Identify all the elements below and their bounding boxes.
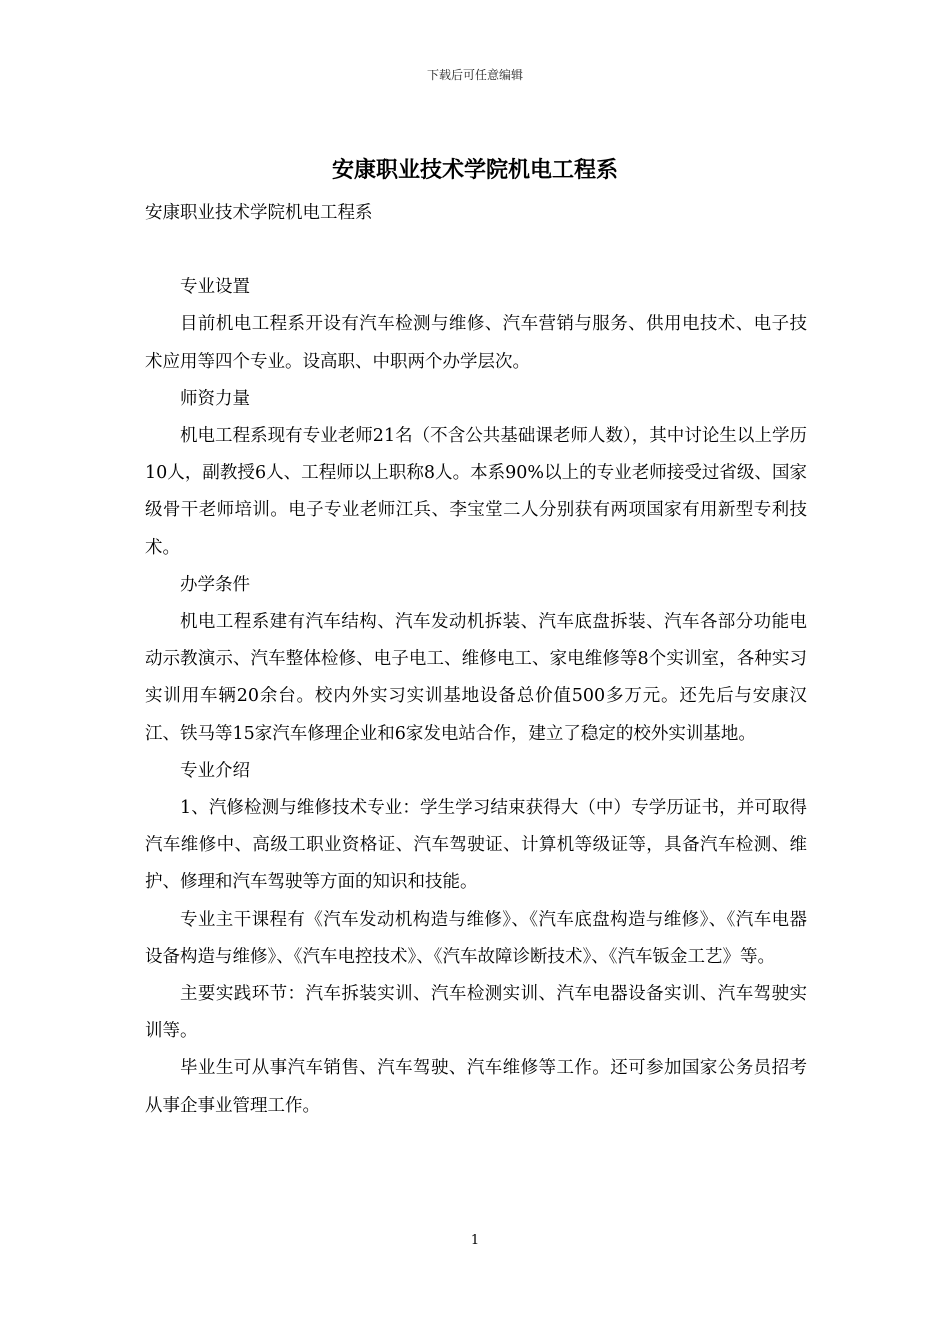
page-number: 1 — [470, 1233, 480, 1248]
section-heading-faculty: 师资力量 — [180, 388, 250, 409]
section-heading-intro: 专业介绍 — [180, 760, 250, 781]
paragraph-faculty: 机电工程系现有专业老师21名（不含公共基础课老师人数），其中讨论生以上学历10人，副教授6人、工程师以上职称8人。本系90%以上的专业老师接受过省级、国家级骨干老师培训。电子专业老师江兵、李宝堂二人分别获有两项国家有用新型专利技术。 — [145, 426, 807, 558]
paragraph-careers: 毕业生可从事汽车销售、汽车驾驶、汽车维修等工作。还可参加国家公务员招考从事企事业管理工作。 — [145, 1058, 807, 1116]
section-heading-majors: 专业设置 — [180, 277, 250, 298]
document-subtitle: 安康职业技术学院机电工程系 — [145, 203, 373, 223]
document-title: 安康职业技术学院机电工程系 — [331, 157, 618, 183]
document-body — [145, 195, 807, 1125]
paragraph-auto-major: 1、汽修检测与维修技术专业：学生学习结束获得大（中）专学历证书，并可取得汽车维修中、高级工职业资格证、汽车驾驶证、计算机等级证等，具备汽车检测、维护、修理和汽车驾驶等方面的知识和技能。 — [145, 798, 807, 893]
page-header-note: 下载后可任意编辑 — [426, 68, 523, 82]
section-heading-facilities: 办学条件 — [180, 574, 250, 595]
paragraph-majors: 目前机电工程系开设有汽车检测与维修、汽车营销与服务、供用电技术、电子技术应用等四个专业。设高职、中职两个办学层次。 — [145, 314, 807, 372]
paragraph-facilities: 机电工程系建有汽车结构、汽车发动机拆装、汽车底盘拆装、汽车各部分功能电动示教演示、汽车整体检修、电子电工、维修电工、家电维修等8个实训室，各种实习实训用车辆20余台。校内外实习实训基地设备总价值500多万元。还先后与安康汉江、铁马等15家汽车修理企业和6家发电站合作，建立了稳定的校外实训基地。 — [145, 612, 807, 744]
paragraph-practice: 主要实践环节：汽车拆装实训、汽车检测实训、汽车电器设备实训、汽车驾驶实训等。 — [145, 984, 807, 1042]
paragraph-core-courses: 专业主干课程有《汽车发动机构造与维修》、《汽车底盘构造与维修》、《汽车电器设备构造与维修》、《汽车电控技术》、《汽车故障诊断技术》、《汽车钣金工艺》等。 — [145, 909, 807, 967]
